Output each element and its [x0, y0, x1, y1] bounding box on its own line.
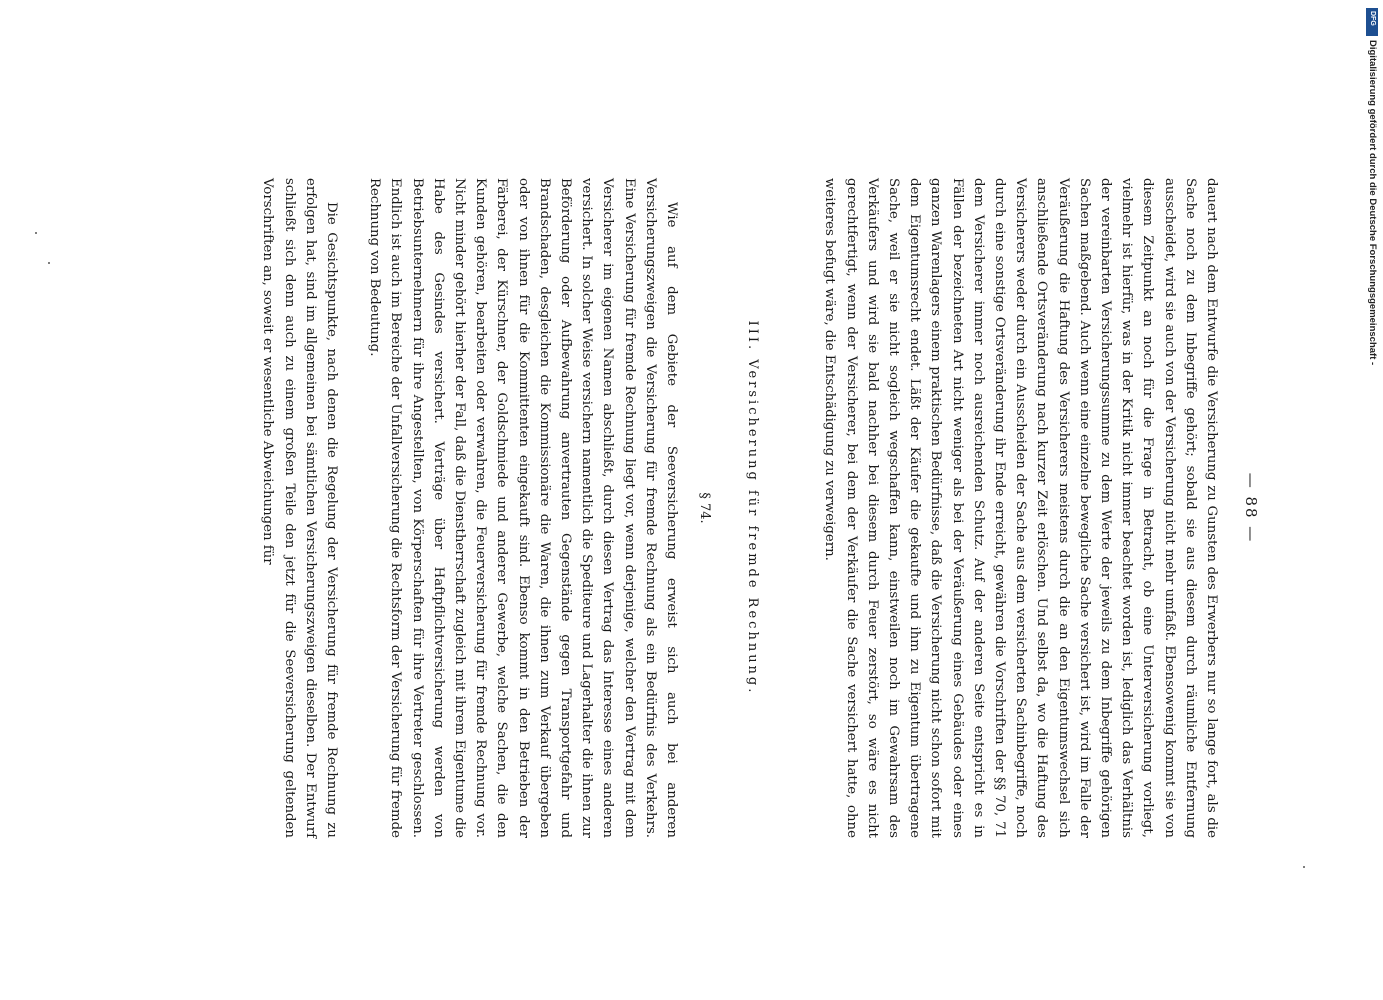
scanned-page: [140, 178, 1260, 838]
paragraph-bottom-2: Die Gesichtspunkte, nach denen die Regelung der Versicherung für fremde Rechnung zu erfolgen hat, sind im allgemeinen bei sämtlichen Versicherungszweigen dieselben. Der Entwurf schließt sich denn auch zu einem großen Teile den jetzt für die Seeversicherung geltenden Vorschriften an, soweit er wesentliche Abweichungen für: [260, 178, 339, 838]
dfg-logo: DFG: [1366, 8, 1378, 36]
page-number: — 88 —: [1242, 472, 1260, 544]
page-content: [260, 178, 1260, 838]
section-heading: § 74.: [697, 492, 712, 524]
chapter-heading: III. Versicherung für fremde Rechnung.: [745, 320, 760, 696]
scan-speck: [35, 232, 37, 234]
paragraph-bottom-1: Wie auf dem Gebiete der Seeversicherung erweist sich auch bei anderen Versicherungszweigen die Versicherung für fremde Rechnung als ein Bedürfnis des Verkehrs. Eine Versicherung für fremde Rechnung liegt vor, wenn derjenige, welcher den Vertrag mit dem Versicherer im eigenen Namen abschließt, durch diesen Vertrag das Interesse eines anderen versichert. In solcher Weise versichern namentlich die Spediteure und Lagerhalter die ihnen zur Beförderung oder Aufbewahrung anvertrauten Gegenstände gegen Transportgefahr und Brandschaden, desgleichen die Kommissionäre die Waren, die ihnen zum Verkauf übergeben oder von ihnen für die Kommittenten eingekauft sind. Ebenso kommt in den Betrieben der Färberei, der Kürschner, der Goldschmiede und anderer Gewerbe, welche Sachen, die den Kunden gehören, bearbeiten oder verwahren, die Feuerversicherung für fremde Rechnung vor. Nicht minder gehört hierher der Fall, daß die Dienstherrschaft zugleich mit ihrem Eigentume die Habe des Gesindes versichert. Verträge über Haftpflichtversicherung werden von Betriebsunternehmern für ihre Angestellten, von Körperschaften für ihre Vertreter geschlossen. Endlich ist auch im Bereiche der Unfallversicherung die Rechtsform der Versicherung für fremde Rechnung von Bedeutung.: [367, 178, 679, 838]
scan-speck: [1303, 866, 1305, 868]
digitization-credit: Digitalisierung gefördert durch die Deutsche Forschungsgemeinschaft -: [1367, 40, 1378, 366]
scan-speck: [48, 262, 50, 264]
paragraph-top: dauert nach dem Entwurfe die Versicherung zu Gunsten des Erwerbers nur so lange fort, als die Sache noch zu dem Inbegriffe gehört; sobald sie aus diesem durch räumliche Entfernung ausscheidet, wird sie auch von der Versicherung nicht mehr umfaßt. Ebensowenig kommt sie von diesem Zeitpunkt an noch für die Frage in Betracht, ob eine Unterversicherung vorliegt, vielmehr ist hierfür, was in der Kritik nicht immer beachtet worden ist, lediglich das Verhältnis der vereinbarten Versicherungssumme zu dem Werte der jeweils zu dem Inbegriffe gehörigen Sachen maßgebend. Auch wenn eine einzelne bewegliche Sache versichert ist, wird im Falle der Veräußerung die Haftung des Versicherers meistens durch die an den Eigentumswechsel sich anschließende Ortsveränderung nach kurzer Zeit erlöschen. Und selbst da, wo die Haftung des Versicherers weder durch ein Ausscheiden der Sache aus dem versicherten Sachinbegriffe, noch durch eine sonstige Ortsveränderung ihr Ende erreicht, gewähren die Vorschriften der §§ 70, 71 dem Versicherer immer noch ausreichenden Schutz. Auf der anderen Seite entspricht es in Fällen der bezeichneten Art nicht weniger als bei der Veräußerung eines Gebäudes oder eines ganzen Warenlagers einem praktischen Bedürfnisse, daß die Versicherung nicht schon sofort mit dem Eigentumsrecht endet. Läßt der Käufer die gekaufte und ihm zu Eigentum übertragene Sache, weil er sie nicht sogleich wegschaffen kann, einstweilen noch im Gewahrsam des Verkäufers und wird sie bald nachher bei diesem durch Feuer zerstört, so wäre es nicht gerechtfertigt, wenn der Versicherer, bei dem der Verkäufer die Sache versichert hatte, ohne weiteres befugt wäre, die Entschädigung zu verweigern.: [822, 178, 1219, 838]
